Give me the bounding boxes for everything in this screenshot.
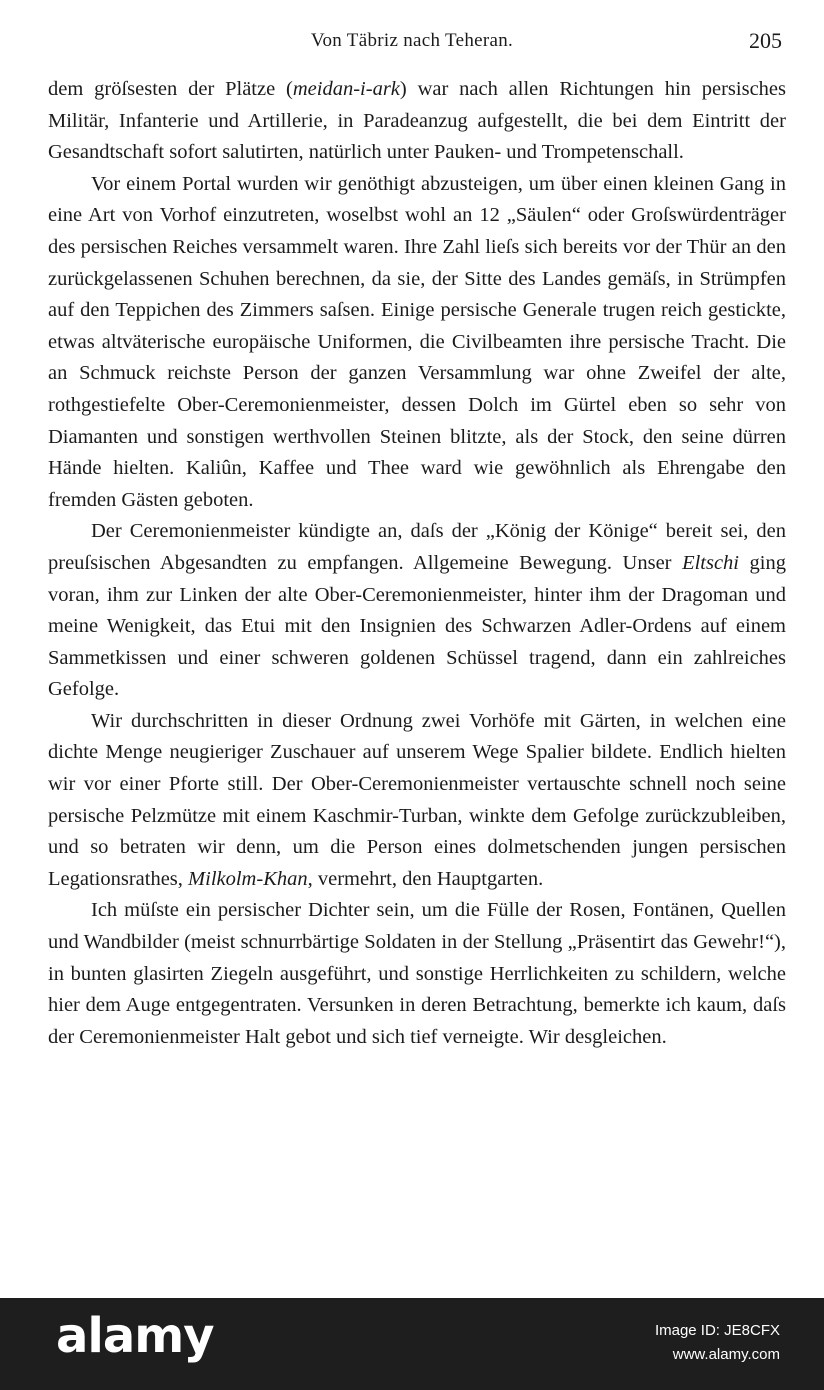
running-head (0, 28, 824, 58)
stock-url: www.alamy.com (672, 1346, 780, 1363)
running-title: Von Täbriz nach Teheran. (310, 30, 514, 51)
watermark-footer (0, 1298, 824, 1390)
paragraph (48, 74, 786, 169)
image-id-label: Image ID: JE8CFX (654, 1322, 780, 1339)
paragraph-text: dem gröſsesten der Plätze ( (48, 78, 293, 100)
page-number: 205 (749, 28, 782, 53)
paragraph-text: ging voran, ihm zur Linken der alte Ober-Ceremonienmeister, hinter ihm der Dragoman und meine Wenigkeit, das Etui mit den Insignien des Schwarzen Adler-Ordens auf einem Sammetkissen und einer schweren goldenen Schüssel tragend, dann ein zahlreiches Gefolge. (48, 551, 787, 701)
paragraph-text: Vor einem Portal wurden wir genöthigt abzusteigen, um über einen kleinen Gang in eine Art von Vorhof einzutreten, woselbst wohl an 12 „Säulen“ oder Groſswürdenträger des persischen Reiches versammelt waren. Ihre Zahl lieſs sich bereits vor der Thür an den zurückgelassenen Schuhen berechnen, da sie, der Sitte des Landes gemäſs, in Strümpfen auf den Teppichen des Zimmers saſsen. Einige persische Generale trugen reich gestickte, etwas altväterische europäische Uniformen, die Civilbeamten ihre persische Tracht. Die an Schmuck reichste Person der ganzen Versammlung war ohne Zweifel der alte, rothgestiefelte Ober-Ceremonienmeister, dessen Dolch im Gürtel eben so sehr von Diamanten und sonstigen werthvollen Steinen blitzte, als der Stock, den seine dürren Hände hielten. Kaliûn, Kaffee und Thee ward wie gewöhnlich als Ehrengabe den fremden Gästen geboten. (48, 172, 786, 511)
paragraph (48, 516, 786, 706)
paragraph (48, 169, 786, 517)
alamy-logo (30, 1306, 330, 1380)
paragraph-text: Wir durchschritten in dieser Ordnung zwei Vorhöfe mit Gärten, in welchen eine dichte Menge neugieriger Zuschauer auf unserem Wege Spalier bildete. Endlich hielten wir vor einer Pforte still. Der Ober-Ceremonienmeister vertauschte schnell noch seine persische Pelzmütze mit einem Kaschmir-Turban, winkte dem Gefolge zurückzubleiben, und so betraten wir denn, um die Person eines dolmetschenden jungen persischen Legationsrathes, (48, 709, 786, 890)
italic-term: meidan-i-ark (292, 78, 400, 100)
paragraph (48, 706, 786, 896)
logo-wordmark: alamy (56, 1308, 214, 1364)
italic-term: Eltschi (682, 551, 739, 574)
paragraph-text: ) war nach allen Richtungen hin persisches Militär, Infanterie und Artillerie, in Paradeanzug aufgestellt, die bei dem Eintritt der Gesandtschaft sofort salutirten, natürlich unter Pauken- und Trompetenschall. (48, 78, 786, 164)
paragraph (48, 895, 786, 1053)
italic-term: Milkolm-Khan (188, 867, 308, 890)
body-text (48, 74, 786, 1053)
paragraph-text: Der Ceremonienmeister kündigte an, daſs der „König der Könige“ bereit sei, den preuſsischen Abgesandten zu empfangen. Allgemeine Bewegung. Unser (48, 520, 786, 574)
paragraph-text: Ich müſste ein persischer Dichter sein, um die Fülle der Rosen, Fontänen, Quellen und Wandbilder (meist schnurrbärtige Soldaten in der Stellung „Präsentirt das Gewehr!“), in bunten glasirten Ziegeln ausgeführt, und sonstige Herrlichkeiten zu schildern, welche hier dem Auge entgegentraten. Versunken in deren Betrachtung, bemerkte ich kaum, daſs der Ceremonienmeister Halt gebot und sich tief verneigte. Wir desgleichen. (48, 899, 786, 1048)
paragraph-text: , vermehrt, den Hauptgarten. (307, 867, 544, 890)
